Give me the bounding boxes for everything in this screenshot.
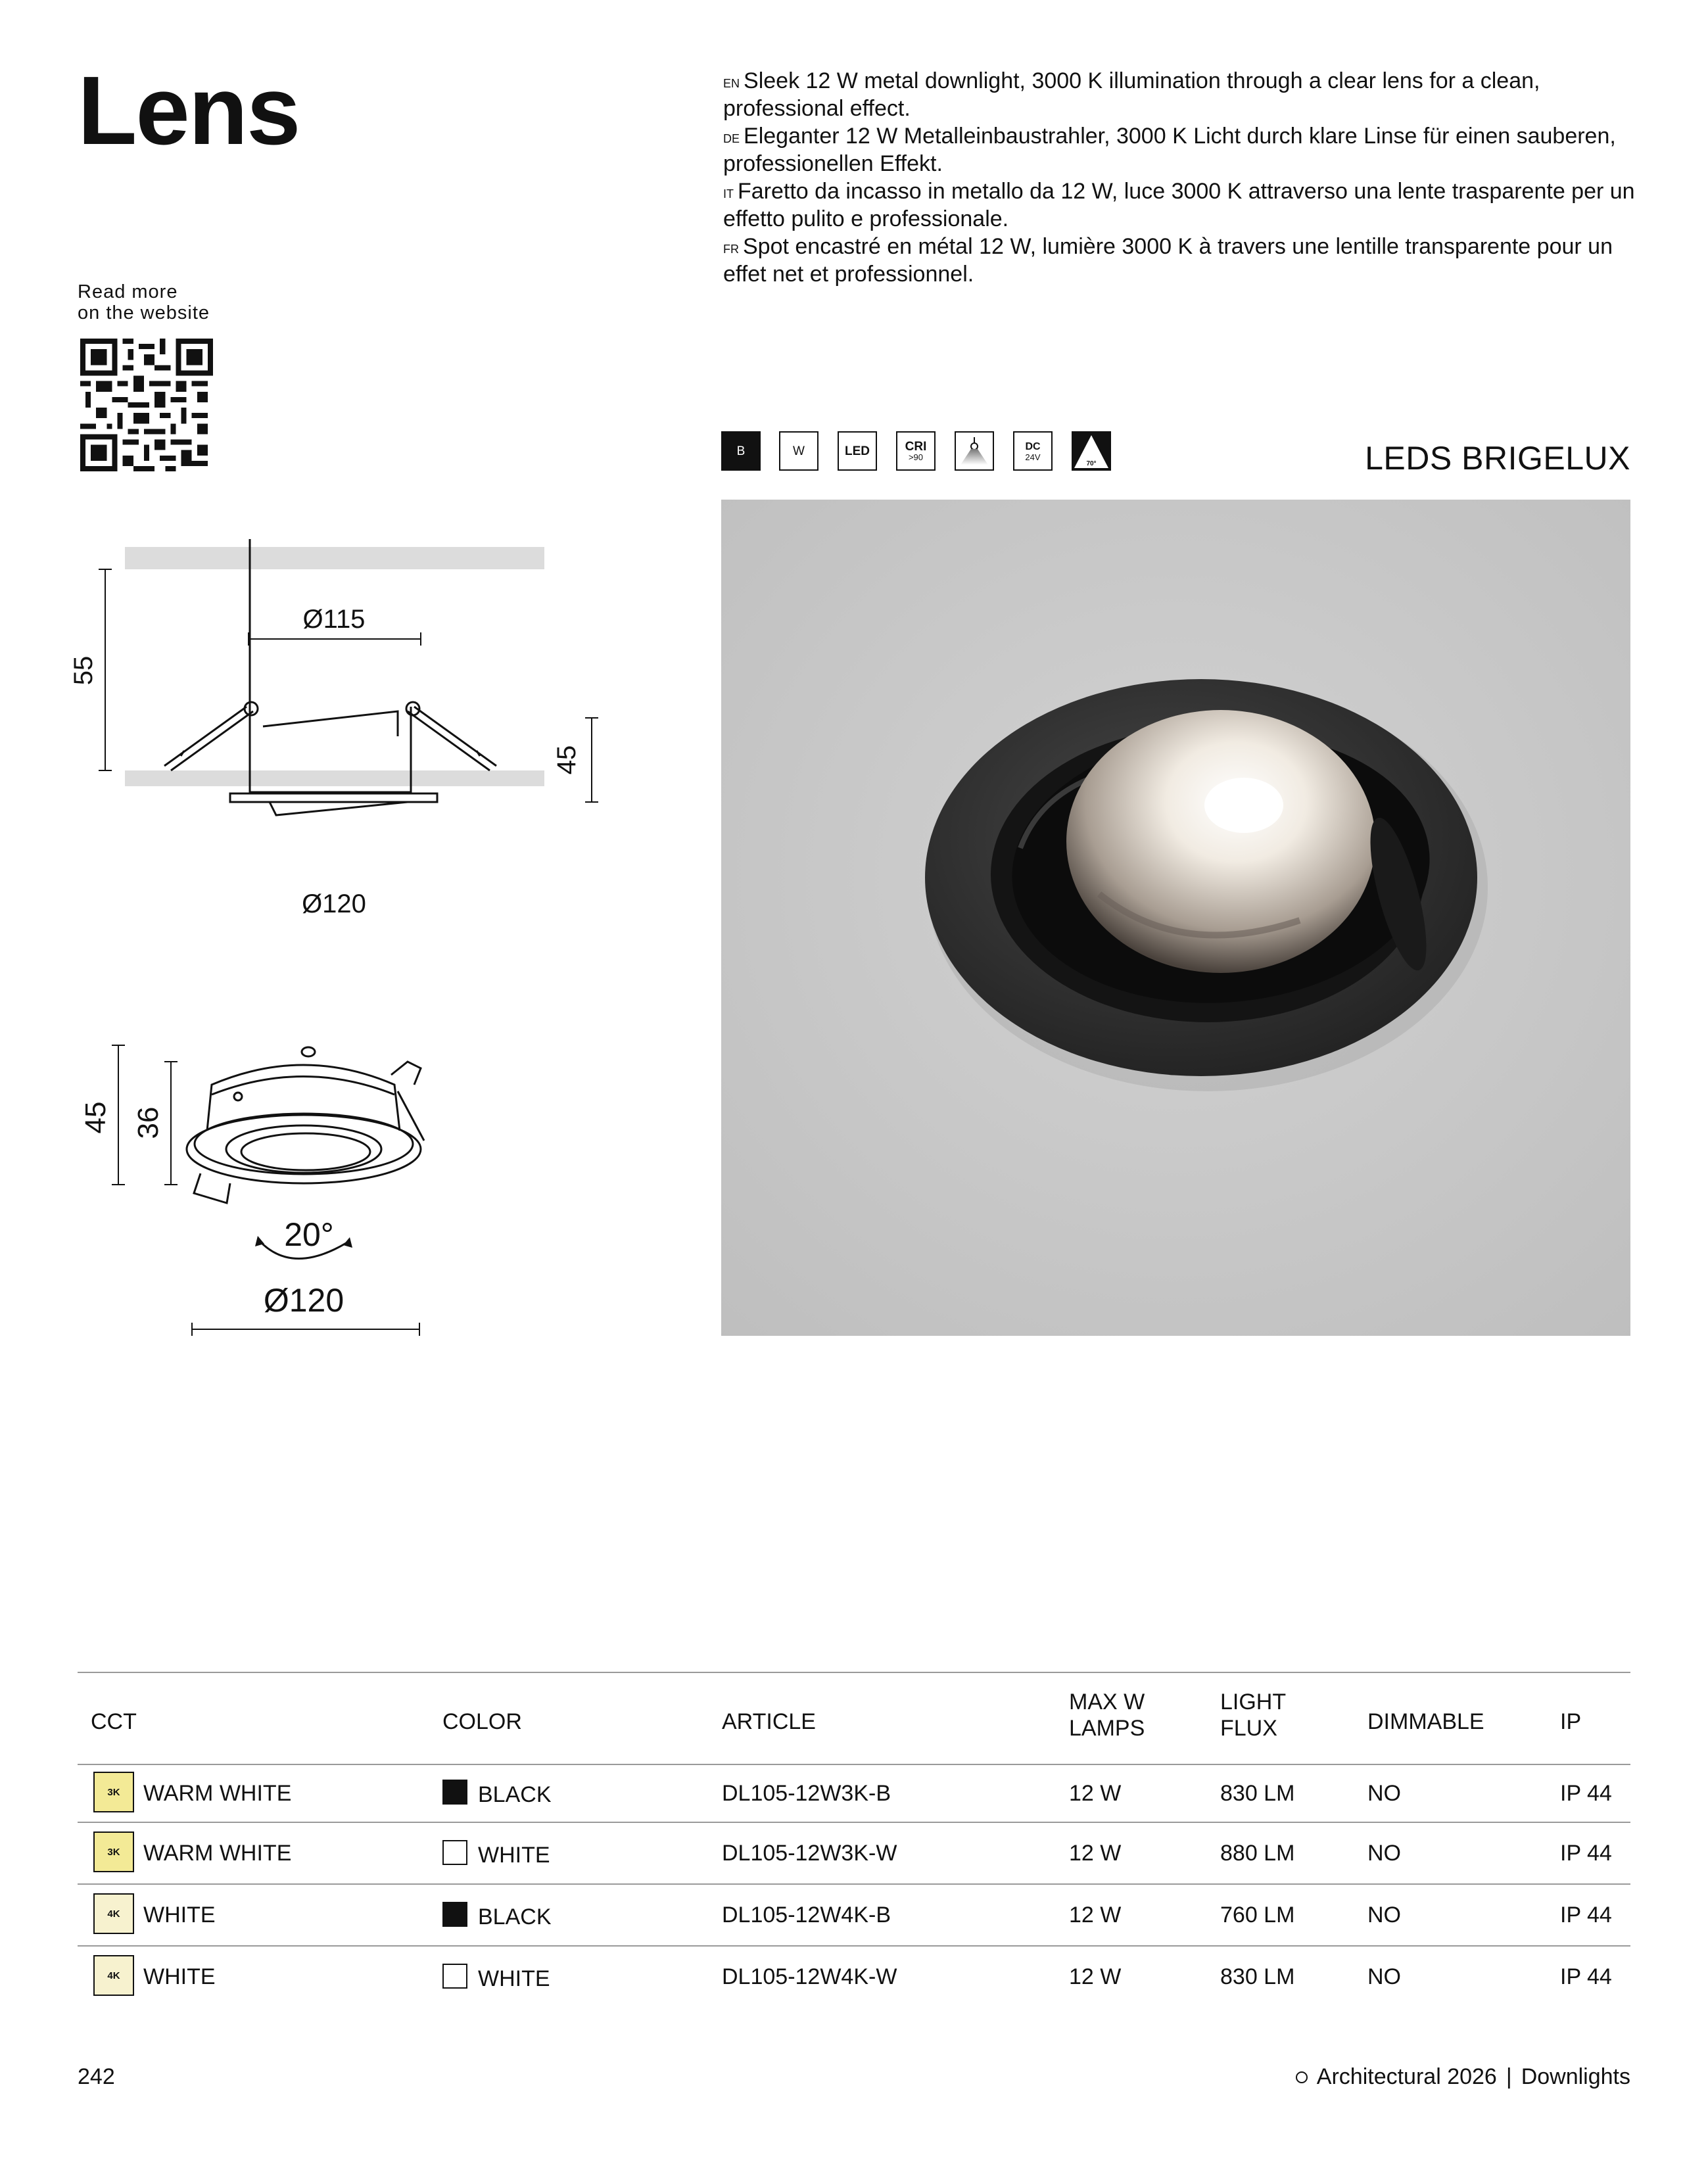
cell-cct: WHITE (143, 1902, 216, 1927)
header-article: ARTICLE (722, 1709, 816, 1734)
description-de: $^{DE}$ Eleganter 12 W Metalleinbaustrahler, 3000 K Licht durch klare Linse für einen sauberen, professionellen Effekt. (723, 124, 1616, 176)
header-cct: CCT (91, 1709, 137, 1734)
circle-icon (1296, 2071, 1308, 2083)
cell-watt: 12 W (1069, 1841, 1122, 1866)
cell-article: DL105-12W3K-B (722, 1781, 891, 1806)
cct-badge: 3K (93, 1831, 134, 1872)
tilt-angle-label: 20° (284, 1216, 334, 1253)
header-color: COLOR (442, 1709, 522, 1734)
product-descriptions (723, 67, 1637, 288)
section-name: Downlights (1521, 2064, 1630, 2089)
fixture-isometric (187, 1047, 424, 1203)
cell-watt: 12 W (1069, 1964, 1122, 1989)
cell-color: WHITE (478, 1843, 550, 1868)
color-swatch-white (442, 1840, 467, 1865)
footer-section (1296, 2064, 1630, 2090)
cell-article: DL105-12W4K-B (722, 1902, 891, 1927)
cell-flux: 880 LM (1220, 1841, 1295, 1866)
page-number: 242 (78, 2064, 115, 2089)
cell-dimmable: NO (1367, 1841, 1401, 1866)
cell-dimmable: NO (1367, 1781, 1401, 1806)
light-source-brand: LEDS BRIGELUX (1365, 440, 1630, 477)
cell-watt: 12 W (1069, 1902, 1122, 1927)
badge-white-finish: W (779, 431, 818, 471)
dimension-height-inner-iso: 36 (132, 1106, 164, 1139)
cell-article: DL105-12W3K-W (722, 1841, 897, 1866)
footer-separator: | (1506, 2064, 1512, 2089)
downlight-beam-icon (958, 435, 991, 467)
cct-badge: 4K (93, 1955, 134, 1996)
dimension-top-diameter: Ø115 (302, 605, 366, 634)
badge-beam-angle (1072, 431, 1111, 471)
color-swatch-white (442, 1964, 467, 1989)
cell-cct: WHITE (143, 1964, 216, 1989)
downlight-render-image (721, 500, 1630, 1336)
cct-badge: 4K (93, 1893, 134, 1934)
badge-led: LED (838, 431, 877, 471)
cell-flux: 760 LM (1220, 1902, 1295, 1927)
header-ip: IP (1560, 1709, 1582, 1734)
cell-ip: IP 44 (1560, 1781, 1612, 1806)
cell-dimmable: NO (1367, 1964, 1401, 1989)
cct-badge: 3K (93, 1772, 134, 1812)
isometric-drawing (66, 1032, 473, 1348)
header-light-flux: LIGHT FLUX (1220, 1690, 1287, 1741)
cell-watt: 12 W (1069, 1781, 1122, 1806)
product-photo (721, 500, 1630, 1336)
cell-ip: IP 44 (1560, 1841, 1612, 1866)
cell-flux: 830 LM (1220, 1964, 1295, 1989)
cell-ip: IP 44 (1560, 1902, 1612, 1927)
badge-dc-24v: DC 24V (1013, 431, 1053, 471)
badge-cri: CRI >90 (896, 431, 936, 471)
cell-color: BLACK (478, 1904, 552, 1929)
cross-section-drawing (66, 539, 605, 947)
header-max-w: MAX W LAMPS (1069, 1690, 1145, 1741)
cell-article: DL105-12W4K-W (722, 1964, 897, 1989)
dimension-height-total: 55 (69, 655, 98, 686)
ceiling-top-plane (125, 547, 544, 569)
cell-cct: WARM WHITE (143, 1841, 292, 1866)
header-dimmable: DIMMABLE (1367, 1709, 1484, 1734)
color-swatch-black (442, 1780, 467, 1805)
description-fr: $^{FR}$ Spot encastré en métal 12 W, lumière 3000 K à travers une lentille transparente pour un effet net et professionnel. (723, 234, 1613, 287)
cell-dimmable: NO (1367, 1902, 1401, 1927)
cell-color: WHITE (478, 1966, 550, 1991)
page-title: Lens (78, 57, 300, 165)
beam-angle-icon (1072, 431, 1111, 471)
svg-text:70°: 70° (1086, 460, 1097, 467)
badge-black-finish: B (721, 431, 761, 471)
cell-color: BLACK (478, 1782, 552, 1807)
description-en: $^{EN}$ Sleek 12 W metal downlight, 3000 K illumination through a clear lens for a clean, professional effect. (723, 68, 1540, 121)
dimension-bottom-diameter: Ø120 (302, 889, 366, 918)
qr-label: Read more on the website (78, 281, 210, 323)
qr-code-icon[interactable] (80, 339, 213, 471)
cell-ip: IP 44 (1560, 1964, 1612, 1989)
cell-flux: 830 LM (1220, 1781, 1295, 1806)
cell-cct: WARM WHITE (143, 1781, 292, 1806)
catalog-name: Architectural 2026 (1316, 2064, 1497, 2089)
description-it: $^{IT}$ Faretto da incasso in metallo da 12 W, luce 3000 K attraverso una lente trasparente per un effetto pulito e professionale. (723, 179, 1635, 231)
ceiling-bottom-plane (125, 770, 544, 786)
dimension-height-body: 45 (552, 745, 581, 775)
dimension-diameter-iso: Ø120 (263, 1282, 344, 1319)
dimension-height-total-iso: 45 (80, 1101, 112, 1134)
color-swatch-black (442, 1902, 467, 1927)
downlight-icon (955, 431, 994, 471)
